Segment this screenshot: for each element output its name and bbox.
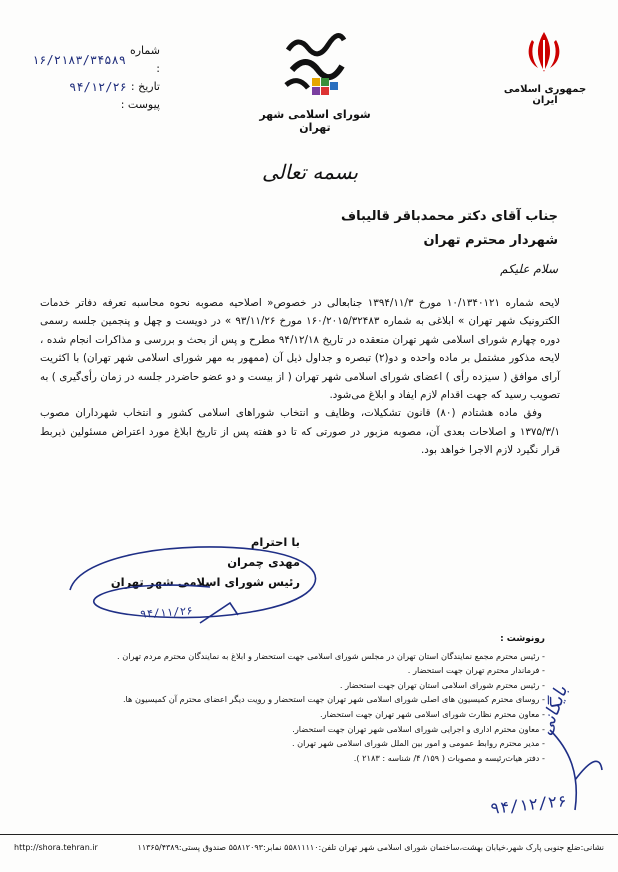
meta-date-label: تاریخ : (130, 80, 160, 93)
list-item: - فرماندار محترم تهران جهت استحضار . (95, 663, 545, 678)
signature-name: مهدی چمران (227, 555, 300, 569)
letter-footer (0, 834, 618, 860)
basmala: بسمه تعالی (261, 160, 359, 184)
margin-date: ۹۴/۱۲/۲۶ (489, 791, 568, 818)
list-item: - مدیر محترم روابط عمومی و امور بین الملل شورای اسلامی شهر تهران . (95, 736, 545, 751)
handwritten-signature-icon (60, 535, 330, 635)
addressee-title: شهردار محترم تهران (423, 233, 558, 248)
list-item: - معاون محترم اداری و اجرایی شورای اسلامی شهر تهران جهت استحضار. (95, 722, 545, 737)
meta-attachment-row (40, 96, 160, 114)
list-item: - رئیس محترم شورای اسلامی استان تهران جهت استحضار . (95, 678, 545, 693)
meta-attachment-label: پیوست : (120, 98, 160, 111)
recipients-heading: رونوشت : (500, 634, 545, 644)
addressee (258, 205, 558, 253)
meta-date-row (40, 78, 160, 96)
recipients-list (95, 632, 545, 765)
letter-meta (32, 42, 160, 114)
body-paragraph-1: لایحه شماره ۱۰/۱۳۴۰۱۲۱ مورخ ۱۳۹۴/۱۱/۳ جنابعالی در خصوص« اصلاحیه مصوبه نحوه محاسبه تعرفه دفاتر خدمات الکترونیک شهر تهران » ابلاغی به شماره ۱۶۰/۲۰۱۵/۳۲۴۸۳ مورخ ۹۳/۱۱/۲۶ » در دویست و چهل و پنجمین جلسه رسمی دوره چهارم شورای اسلامی شهر تهران منعقده در تاریخ ۹۴/۱۲/۱۸ مطرح و پس از بحث و بررسی و مذاکرات انجام شده ، لایحه مذکور مشتمل بر ماده واحده و دو(۲) تبصره و جداول ذیل آن (ممهور به مهر شورای اسلامی شهر تهران) با اکثریت آرای موافق ( سیزده رأی ) اعضای شورای اسلامی شهر تهران ( از بیست و دو عضو حاضردر جلسه در زمان رأی‌گیری ) به تصویب رسید که جهت اقدام لازم ایفاد و ابلاغ می‌شود. (40, 297, 561, 402)
list-item: - دفتر هیات‌رئیسه و مصوبات ( ۱۵۹/ ۴/ شناسه : ۲۱۸۳ ). (95, 751, 545, 766)
addressee-name: جناب آقای دکتر محمدباقر قالیباف (341, 209, 558, 224)
list-item: - معاون محترم نظارت شورای اسلامی شهر تهران جهت استحضار. (95, 707, 545, 722)
iran-emblem-icon (522, 28, 566, 78)
council-logo-icon (278, 30, 348, 110)
council-name: شورای اسلامی شهر تهران (259, 108, 371, 134)
letter-body (40, 294, 560, 460)
meta-number-label: شماره : (129, 44, 160, 75)
signature-title: رئیس شورای اسلامی شهر تهران (110, 575, 300, 589)
country-name: جمهوری اسلامی ایران (503, 84, 587, 106)
footer-address: نشانی:ضلع جنوبی پارک شهر،خیابان بهشت،ساختمان شورای اسلامی شهر تهران تلفن:۵۵۸۱۱۱۱۰ نمابر:۵۵۸۱۲۰۹۳ صندوق پستی:۱۱۳۶۵/۴۳۸۹ (137, 843, 604, 852)
meta-number-row (32, 42, 160, 78)
list-item: - روسای محترم کمیسیون های اصلی شورای اسلامی شهر تهران جهت استحضار و رویت دیگر اعضای محترم آن کمیسیون ها. (95, 692, 545, 707)
list-item: - رئیس محترم مجمع نمایندگان استان تهران در مجلس شورای اسلامی جهت استحضار و ابلاغ به نمایندگان محترم مردم تهران . (95, 649, 545, 664)
footer-url: http://shora.tehran.ir (14, 843, 98, 852)
meta-number-value: ۱۶/۲۱۸۳/۳۴۵۸۹ (32, 53, 126, 67)
margin-note: بایگانی (534, 682, 573, 739)
body-paragraph-2: وفق ماده هشتادم (۸۰) قانون تشکیلات، وظایف و انتخاب شوراهای اسلامی کشور و انتخاب شهرداران مصوب ۱۳۷۵/۳/۱ و اصلاحات بعدی آن، مصوبه مزبور در صورتی که تا دو هفته پس از تاریخ ابلاغ مورد اعتراض مسئولین ذیربط قرار نگیرد لازم الاجرا خواهد بود. (40, 407, 560, 457)
meta-date-value: ۹۴/۱۲/۲۶ (69, 80, 127, 94)
signature-closing: با احترام (250, 535, 300, 549)
signature-date: ۹۴/۱۱/۲۶ (139, 604, 194, 621)
greeting: سلام علیکم (500, 262, 558, 276)
